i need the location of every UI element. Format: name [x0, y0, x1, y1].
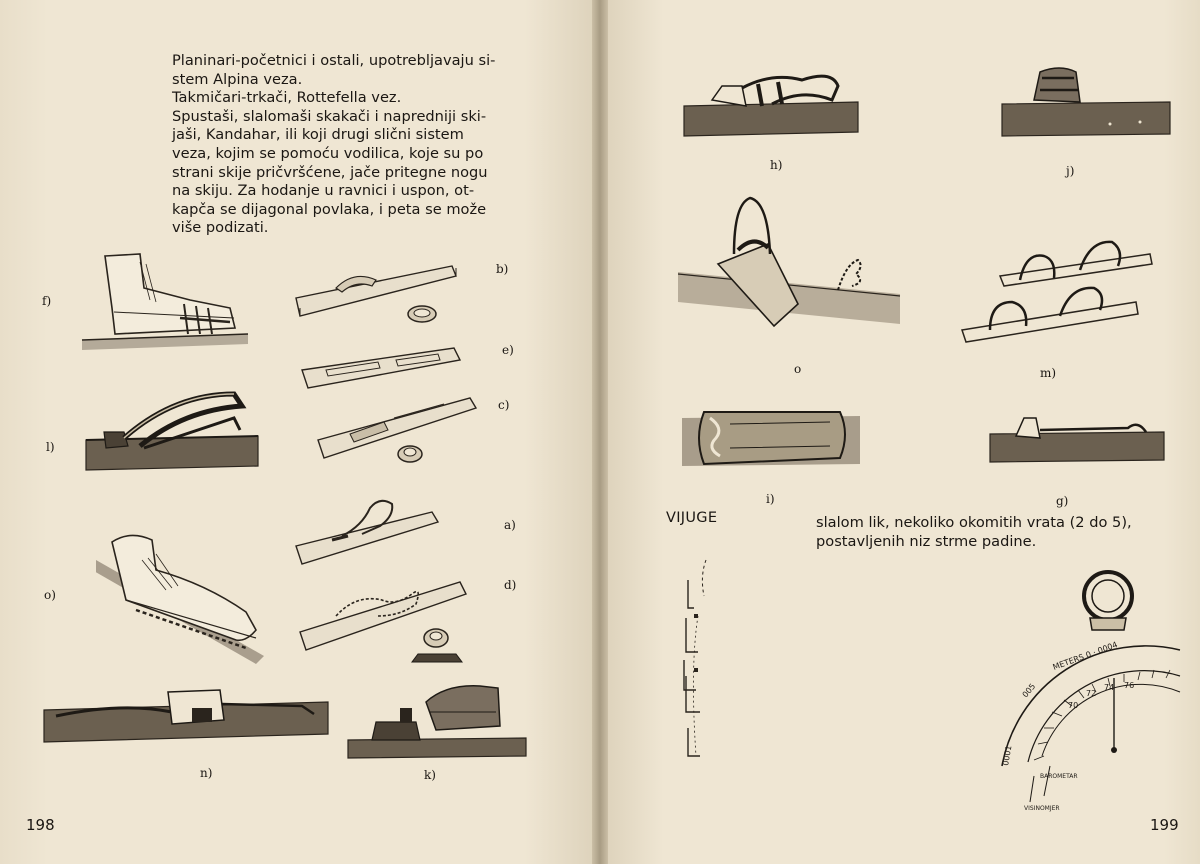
intro-line: strani skije pričvršćene, jače pritegne nogu — [172, 163, 488, 181]
figure-l-strap-binding — [84, 388, 260, 472]
figure-o-boot-binding — [96, 530, 272, 664]
altimeter-tick-number: 76 — [1124, 681, 1135, 690]
figure-o-heel-spring — [678, 194, 904, 334]
figure-i-plate-binding — [680, 404, 862, 484]
altimeter-outer-number: 0001 — [1001, 744, 1014, 767]
figure-k-boot-cable — [346, 682, 530, 762]
intro-line: kapča se dijagonal povlaka, i peta se može — [172, 200, 487, 218]
intro-line: Planinari-početnici i ostali, upotrebljavaju si- — [172, 52, 496, 69]
label-l: l) — [46, 440, 55, 454]
figure-n-long-binding — [42, 684, 332, 748]
intro-line: Takmičari-trkači, Rottefella vez. — [172, 89, 402, 107]
label-g: g) — [1056, 494, 1069, 508]
figure-h-binding — [682, 66, 862, 142]
label-d: d) — [504, 578, 517, 592]
altimeter-altimeter-label: VISINOMJER — [1024, 805, 1060, 812]
intro-paragraph — [172, 52, 532, 238]
figure-g-cable-binding — [988, 410, 1168, 468]
book-gutter — [592, 0, 608, 864]
label-f: f) — [42, 294, 52, 308]
intro-line: Spustaši, slalomaši skakači i napredniji ski- — [172, 107, 487, 125]
figure-b-toe-iron — [292, 258, 460, 328]
label-o-left: o) — [44, 588, 56, 602]
altimeter-tick-number: 74 — [1104, 683, 1115, 692]
altimeter-barometer-label: BAROMETAR — [1040, 773, 1078, 780]
figure-j-toe-binding — [1000, 62, 1172, 142]
label-b: b) — [496, 262, 509, 276]
figure-slalom-gates — [676, 556, 716, 786]
figure-f-boot-binding — [80, 248, 250, 352]
label-e: e) — [502, 343, 514, 357]
label-j: j) — [1066, 164, 1075, 178]
label-a: a) — [504, 518, 516, 532]
label-h: h) — [770, 158, 783, 172]
intro-line: više podizati. — [172, 219, 269, 237]
altimeter-tick-number: 70 — [1068, 701, 1079, 710]
figure-c-wedge — [314, 394, 480, 466]
figure-e-plate — [298, 344, 464, 396]
altimeter-tick-number: 72 — [1086, 689, 1097, 698]
label-k: k) — [424, 768, 436, 782]
figure-m-toe-irons — [960, 230, 1160, 354]
figure-altimeter-dial — [994, 566, 1188, 820]
altimeter-outer-number: 005 — [1020, 681, 1038, 700]
section-heading-vijuge: VIJUGE — [666, 510, 718, 526]
label-o-right: o — [794, 362, 802, 376]
figure-d-spring-cable — [296, 576, 472, 668]
intro-line: jaši, Kandahar, ili koji drugi slični sistem — [172, 126, 464, 144]
right-page-number: 199 — [1150, 816, 1179, 834]
label-n: n) — [200, 766, 213, 780]
section-text-vijuge: slalom lik, nekoliko okomitih vrata (2 do 5), postavljenih niz strme padine. — [816, 514, 1132, 550]
label-m: m) — [1040, 366, 1057, 380]
intro-line: na skiju. Za hodanje u ravnici i uspon, ot- — [172, 182, 475, 200]
label-i: i) — [766, 492, 775, 506]
intro-line: veza, kojim se pomoću vodilica, koje su po — [172, 144, 484, 162]
intro-line: stem Alpina veza. — [172, 70, 303, 88]
label-c: c) — [498, 398, 510, 412]
figure-a-cable-loop — [292, 496, 442, 574]
altimeter-scale-text: METERS 0 · 0004 — [1051, 640, 1119, 672]
left-page-number: 198 — [26, 816, 55, 834]
